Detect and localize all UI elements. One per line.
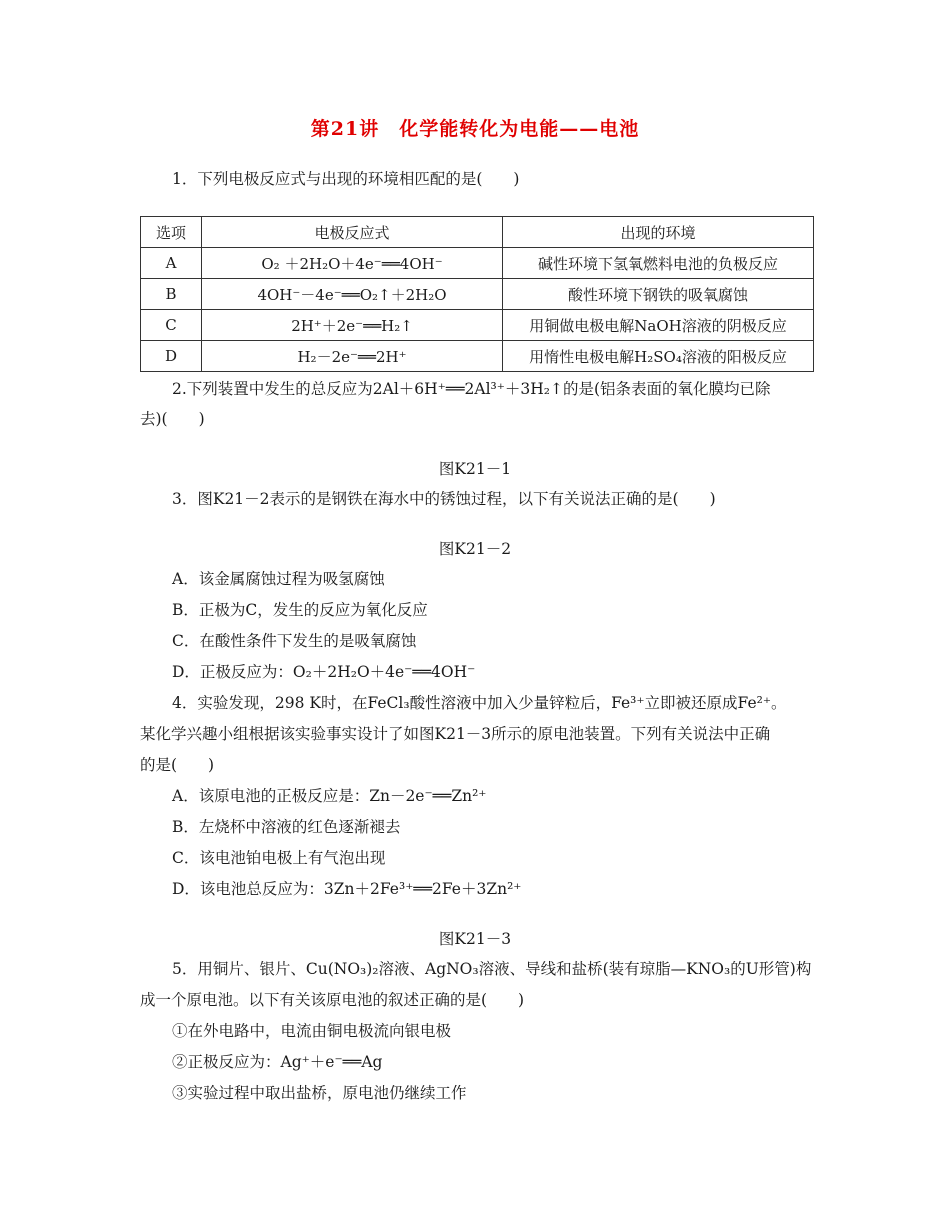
table-row bbox=[141, 279, 814, 310]
question-3-option-d: D．正极反应为：O₂＋2H₂O＋4e⁻══4OH⁻ bbox=[172, 663, 476, 681]
figure-caption-k21-3: 图K21－3 bbox=[438, 930, 512, 948]
table-cell-environment: 碱性环境下氢氧燃料电池的负极反应 bbox=[503, 248, 814, 279]
table-cell-equation: H₂－2e⁻══2H⁺ bbox=[202, 341, 503, 372]
table-row bbox=[141, 341, 814, 372]
question-4-line-3: 的是( ) bbox=[140, 756, 215, 774]
question-4-option-a: A．该原电池的正极反应是：Zn－2e⁻══Zn²⁺ bbox=[172, 787, 487, 805]
figure-caption-k21-2: 图K21－2 bbox=[438, 540, 512, 558]
page-title: 第21讲 化学能转化为电能——电池 bbox=[310, 118, 640, 140]
question-4-option-b: B．左烧杯中溶液的红色逐渐褪去 bbox=[172, 818, 401, 836]
question-5-item-3: ③实验过程中取出盐桥，原电池仍继续工作 bbox=[172, 1084, 467, 1102]
table-cell-equation: O₂ ＋2H₂O＋4e⁻══4OH⁻ bbox=[202, 248, 503, 279]
question-3-option-a: A．该金属腐蚀过程为吸氢腐蚀 bbox=[172, 570, 385, 588]
table-cell-option: A bbox=[141, 248, 202, 279]
table-cell-equation: 4OH⁻－4e⁻══O₂↑＋2H₂O bbox=[202, 279, 503, 310]
table-header-row bbox=[141, 217, 814, 248]
table-header-environment: 出现的环境 bbox=[503, 217, 814, 248]
question-5-line-1: 5．用铜片、银片、Cu(NO₃)₂溶液、AgNO₃溶液、导线和盐桥(装有琼脂—KNO₃的U形管)构 bbox=[172, 960, 812, 978]
question-3-stem: 3．图K21－2表示的是钢铁在海水中的锈蚀过程，以下有关说法正确的是( ) bbox=[172, 490, 716, 508]
table-cell-option: B bbox=[141, 279, 202, 310]
question-1-table bbox=[140, 216, 814, 372]
table-cell-environment: 用铜做电极电解NaOH溶液的阴极反应 bbox=[503, 310, 814, 341]
question-4-option-d: D．该电池总反应为：3Zn＋2Fe³⁺══2Fe＋3Zn²⁺ bbox=[172, 880, 522, 898]
question-4-line-1: 4．实验发现，298 K时，在FeCl₃酸性溶液中加入少量锌粒后，Fe³⁺立即被还原成Fe²⁺。 bbox=[172, 694, 787, 712]
question-2-line-2: 去)( ) bbox=[140, 410, 205, 428]
question-5-item-1: ①在外电路中，电流由铜电极流向银电极 bbox=[172, 1022, 452, 1040]
question-5-item-2: ②正极反应为：Ag⁺＋e⁻══Ag bbox=[172, 1053, 383, 1071]
table-cell-option: D bbox=[141, 341, 202, 372]
table-cell-environment: 酸性环境下钢铁的吸氧腐蚀 bbox=[503, 279, 814, 310]
figure-caption-k21-1: 图K21－1 bbox=[438, 460, 512, 478]
question-5-line-2: 成一个原电池。以下有关该原电池的叙述正确的是( ) bbox=[140, 991, 525, 1009]
question-4-option-c: C．该电池铂电极上有气泡出现 bbox=[172, 849, 386, 867]
table-header-option: 选项 bbox=[141, 217, 202, 248]
table-cell-option: C bbox=[141, 310, 202, 341]
question-1-stem: 1．下列电极反应式与出现的环境相匹配的是( ) bbox=[172, 170, 520, 188]
table-row bbox=[141, 248, 814, 279]
question-3-option-b: B．正极为C，发生的反应为氧化反应 bbox=[172, 601, 428, 619]
table-cell-environment: 用惰性电极电解H₂SO₄溶液的阳极反应 bbox=[503, 341, 814, 372]
question-2-line-1: 2.下列装置中发生的总反应为2Al＋6H⁺══2Al³⁺＋3H₂↑的是(铝条表面的氧化膜均已除 bbox=[172, 380, 771, 398]
table-row bbox=[141, 310, 814, 341]
table-header-equation: 电极反应式 bbox=[202, 217, 503, 248]
question-4-line-2: 某化学兴趣小组根据该实验事实设计了如图K21－3所示的原电池装置。下列有关说法中正确 bbox=[140, 725, 771, 743]
table-cell-equation: 2H⁺＋2e⁻══H₂↑ bbox=[202, 310, 503, 341]
question-3-option-c: C．在酸性条件下发生的是吸氧腐蚀 bbox=[172, 632, 417, 650]
